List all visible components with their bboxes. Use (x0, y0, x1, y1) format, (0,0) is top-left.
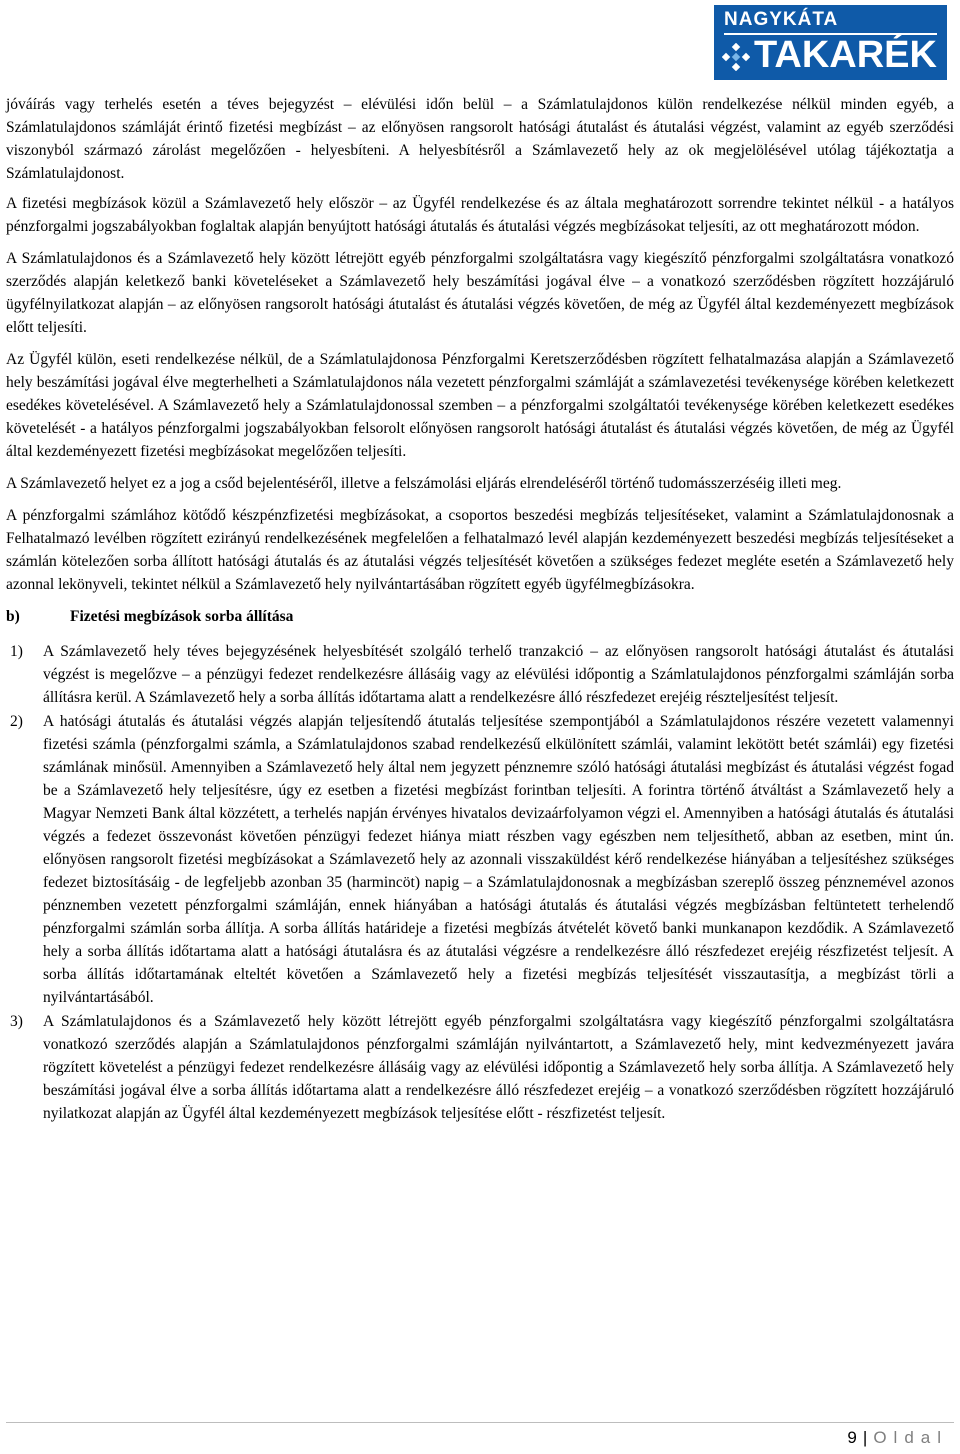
paragraph: A Számlavezető helyet ez a jog a csőd bejelentéséről, illetve a felszámolási eljárás elrendeléséről történő tudomásszerzéséig illeti meg. (6, 475, 842, 492)
logo-top-text: NAGYKÁTA (724, 9, 839, 30)
page-number: 9 (847, 1428, 857, 1447)
page-word: Oldal (873, 1428, 948, 1447)
list-item-number: 2) (10, 713, 23, 730)
footer-separator: | (862, 1428, 868, 1447)
document-body (6, 93, 954, 1126)
page-footer (847, 1428, 948, 1448)
logo-mark-icon (722, 43, 750, 71)
bank-logo (714, 5, 947, 80)
section-title: Fizetési megbízások sorba állítása (70, 608, 294, 625)
paragraph: Az Ügyfél külön, eseti rendelkezése nélkül, de a Számlatulajdonosa Pénzforgalmi Keretszerződésben rögzített felhatalmazása alapján a Számlavezető hely beszámítási jogával élve megterhelheti a Számlatulajdonos nála vezetett pénzforgalmi számláját a számlavezetési tevékenysége körében keletkezett esedékes követelésével. A Számlavezető hely a Számlatulajdonossal szemben – a pénzforgalmi szolgáltatói tevékenysége körében keletkezett esedékes követelését - a hatályos pénzforgalmi jogszabályokban felsorolt előnyösen rangsorolt hatósági átutalást és átutalási végzés követően, de még az Ügyfél által kezdeményezett fizetési megbízásokat megelőzően teljesíti. (6, 351, 954, 460)
list-item (6, 710, 954, 1009)
list-item-text: A hatósági átutalás és átutalási végzés alapján teljesítendő átutalás teljesítése szempontjából a Számlatulajdonos részére vezetett valamennyi fizetési számla (pénzforgalmi számla, a Számlatulajdonos szabad rendelkezésű elkülönített számlái, valamint lekötött betét számlái) egy fizetési számlának minősül. Amennyiben a Számlavezető hely által nem jegyzett pénznemre szóló hatósági átutalási megbízást és átutalási végzést fogad be a Számlavezető hely teljesítésre, úgy ez esetben a fizetési megbízást forintban teljesíti. A forintra történő átváltást a Számlavezető hely a Magyar Nemzeti Bank által közzétett, a terhelés napján érvényes hivatalos devizaárfolyamon végzi el. Amennyiben a hatósági átutalás és átutalási végzés a fedezet összevonást követően pénzügyi fedezet hiánya miatt részben vagy egészben nem teljesíthető, abban az esetben, mint ún. előnyösen rangsorolt fizetési megbízásokat a Számlavezető hely az azonnali visszaküldést kérő rendelkezése hiányában a teljesítéshez szükséges fedezet biztosításáig - de legfeljebb azonban 35 (harmincöt) napig – a Számlatulajdonosnak a megbízásban szereplő összeg pénznemével azonos pénznemben vezetett pénzforgalmi számláján, ennek hiányában a hatósági átutalás és átutalási végzés megbízásban feltüntetett terhelendő pénzforgalmi számlán sorba állítja. A sorba állítás határideje a fizetési megbízás átvételét követő banki munkanapon kezdődik. A Számlavezető hely a sorba állítás időtartama alatt a hatósági átutalásra és az átutalási végzésre a rendelkezésre álló részfedezet erejéig részfizetést teljesít. A sorba állítás időtartamának elteltét követően a Számlavezető hely a fizetési megbízás teljesítését visszautasítja, a megbízást törli a nyilvántartásából. (43, 713, 954, 1006)
footer-divider (6, 1422, 954, 1423)
section-heading (6, 605, 954, 628)
list-item (6, 1010, 954, 1125)
paragraph: jóváírás vagy terhelés esetén a téves bejegyzést – elévülési időn belül – a Számlatulajdonos külön rendelkezése nélkül minden egyéb, a Számlatulajdonos számláját érintő fizetési megbízást – az előnyösen rangsorolt hatósági átutalást és átutalási végzést, valamint az egyéb szerződési viszonyból származó zárolást megelőzően - helyesbíteni. A helyesbítésről a Számlavezető hely az ok megjelölésével utólag tájékoztatja a Számlatulajdonost. (6, 96, 954, 182)
logo-bottom-text: TAKARÉK (754, 34, 937, 76)
paragraph: A pénzforgalmi számlához kötődő készpénzfizetési megbízásokat, a csoportos beszedési megbízás teljesítéseket, valamint a Számlatulajdonosnak a Felhatalmazó levélben rögzített ezirányú rendelkezésének megfelelően a felhatalmazó levél alapján kezdeményezett beszedési megbízás teljesítéseket a számlán kötelezően sorba állított hatósági átutalás és az átutalási végzés teljesítését követően a szükséges fedezet megléte esetén a Számlavezető hely azonnal lekönyveli, tekintet nélkül a Számlavezető hely nyilvántartásában rögzített egyéb ügyfélmegbízásokra. (6, 507, 954, 593)
list-item-text: A Számlavezető hely téves bejegyzésének helyesbítését szolgáló terhelő tranzakció – az előnyösen rangsorolt hatósági átutalást és átutalási végzést is megelőzve – a pénzügyi fedezet rendelkezésre állásáig vagy az elévülési időpontig a Számlatulajdonos pénzforgalmi számláján sorba állításra kerül. A Számlavezető hely a sorba állítás időtartama alatt a rendelkezésre álló részfedezet erejéig részteljesítést teljesít. (43, 643, 954, 706)
section-label: b) (6, 608, 20, 625)
list-item (6, 640, 954, 709)
list-item-text: A Számlatulajdonos és a Számlavezető hely között létrejött egyéb pénzforgalmi szolgáltatásra vagy kiegészítő pénzforgalmi szolgáltatásra vonatkozó szerződés alapján a Számlatulajdonos pénzforgalmi számláján nyilvántartott, a Számlavezető hely, mint kedvezményezett javára rögzített követelést a pénzügyi fedezet rendelkezésre állásáig vagy az elévülési időpontig a Számlavezető hely sorba állítja. A Számlavezető hely beszámítási jogával élve a sorba állítás időtartama alatt a rendelkezésre álló részfedezet erejéig – a vonatkozó szerződésben rögzített hozzájáruló nyilatkozat alapján az Ügyfél által kezdeményezett megbízások teljesítése előtt - részfizetést teljesít. (43, 1013, 954, 1122)
paragraph: A fizetési megbízások közül a Számlavezető hely először – az Ügyfél rendelkezése és az általa meghatározott sorrendre tekintet nélkül - a hatályos pénzforgalmi jogszabályokban foglaltak alapján benyújtott hatósági átutalás és átutalási végzés megbízásokat teljesíti, az ott meghatározott módon. (6, 195, 954, 235)
list-item-number: 1) (10, 643, 23, 660)
list-item-number: 3) (10, 1013, 23, 1030)
numbered-list (6, 640, 954, 1125)
paragraph: A Számlatulajdonos és a Számlavezető hely között létrejött egyéb pénzforgalmi szolgáltatásra vagy kiegészítő pénzforgalmi szolgáltatásra vonatkozó szerződés alapján keletkező banki követeléseket a Számlavezető hely beszámítási jogával élve – a vonatkozó szerződésben rögzített hozzájáruló ügyfélnyilatkozat alapján – az előnyösen rangsorolt hatósági átutalást és átutalási végzés követően, de még az Ügyfél által kezdeményezett megbízások előtt teljesíti. (6, 250, 954, 336)
